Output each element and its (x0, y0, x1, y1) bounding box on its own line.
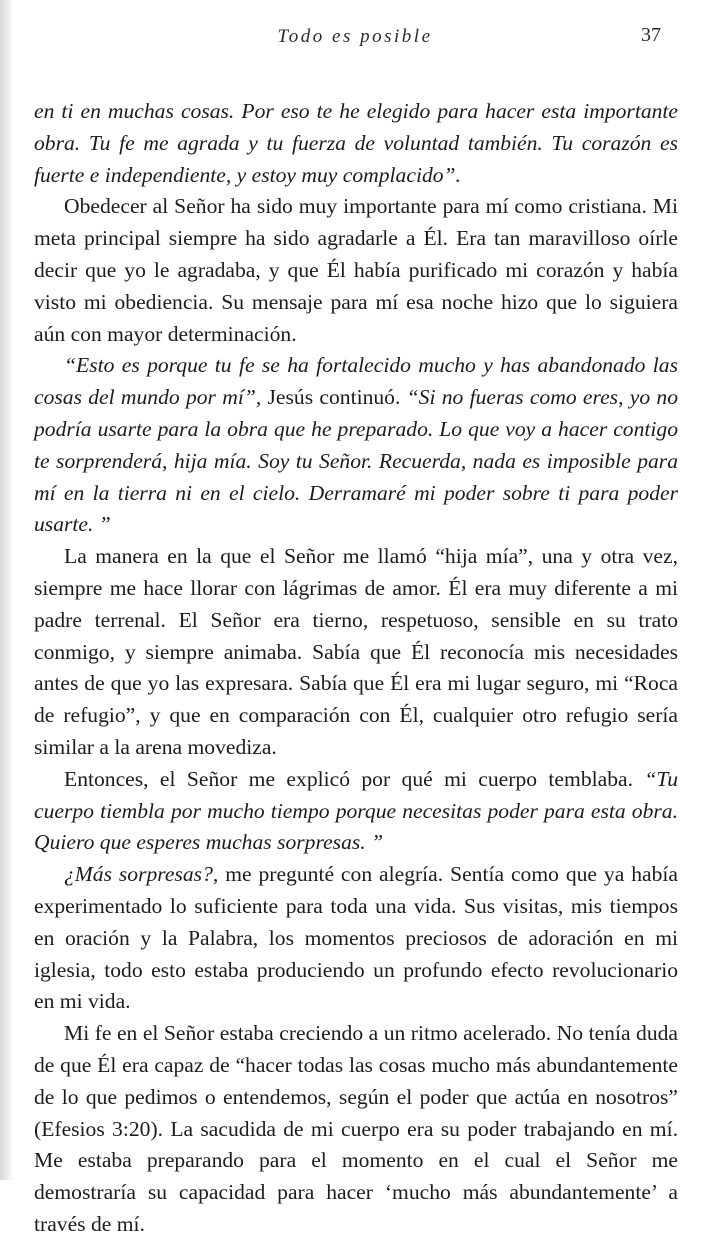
paragraph-1 (34, 96, 678, 191)
regular-text: Mi fe en el Señor estaba creciendo a un ritmo acelerado. No tenía duda de que Él era capaz de “hacer todas las cosas mucho más abundantemente de lo que pedimos o entendemos, según el poder que actúa en nosotros” (Efesios 3:20). La sacudida de mi cuerpo era su poder trabajando en mí. Me estaba preparando para el momento en el cual el Señor me demostraría su capacidad para hacer ‘mucho más abundantemente’ a través de mí. (34, 1021, 678, 1236)
italic-text: “Esto es porque tu fe se ha fortalecido mucho y has abandonado las cosas del mundo por mí”, (34, 353, 678, 410)
italic-text: ¿Más sorpresas?, (64, 862, 219, 887)
page-gutter-shadow (0, 0, 14, 1180)
regular-text: La manera en la que el Señor me llamó “hija mía”, una y otra vez, siempre me hace llorar con lágrimas de amor. Él era muy diferente a mi padre terrenal. El Señor era tierno, respetuoso, sensible en su trato conmigo, y siempre animaba. Sabía que Él reconocía mis necesidades antes de que yo las expresara. Sabía que Él era mi lugar seguro, mi “Roca de refugio”, y que en comparación con Él, cualquier otro refugio sería similar a la arena movediza. (34, 544, 678, 759)
italic-text: “Tu cuerpo tiembla por mucho tiempo porque necesitas poder para esta obra. Quiero que esperes muchas sorpresas. ” (34, 766, 678, 855)
italic-text: en ti en muchas cosas. Por eso te he elegido para hacer esta importante obra. Tu fe me agrada y tu fuerza de voluntad también. Tu corazón es fuerte e independiente, y estoy muy complacido”. (34, 99, 678, 187)
running-title: Todo es posible (277, 26, 433, 47)
paragraph-5 (34, 764, 678, 859)
page-number: 37 (641, 24, 661, 46)
paragraph-4 (34, 541, 678, 764)
regular-text: Obedecer al Señor ha sido muy importante para mí como cristiana. Mi meta principal siempre ha sido agradarle a Él. Era tan maravilloso oírle decir que yo le agradaba, y que Él había purificado mi corazón y había visto mi obediencia. Su mensaje para mí esa noche hizo que lo siguiera aún con mayor determinación. (34, 194, 678, 346)
italic-text: “Si no fueras como eres, yo no podría usarte para la obra que he preparado. Lo que voy a hacer contigo te sorprenderá, hija mía. Soy tu Señor. Recuerda, nada es imposible para mí en la tierra ni en el cielo. Derramaré mi poder sobre ti para poder usarte. ” (34, 385, 678, 537)
paragraph-7 (34, 1018, 678, 1241)
body-text (34, 96, 678, 1241)
paragraph-3 (34, 350, 678, 541)
regular-text: me pregunté con alegría. Sentía como que ya había experimentado lo suficiente para toda una vida. Sus visitas, mis tiempos en oración y la Palabra, los momentos preciosos de adoración en mi iglesia, todo esto estaba produciendo un profundo efecto revolucionario en mi vida. (34, 862, 678, 1014)
paragraph-6 (34, 859, 678, 1018)
regular-text: Entonces, el Señor me explicó por qué mi cuerpo temblaba. (64, 766, 645, 791)
paragraph-2 (34, 191, 678, 350)
regular-text: Jesús continuó. (261, 385, 407, 410)
